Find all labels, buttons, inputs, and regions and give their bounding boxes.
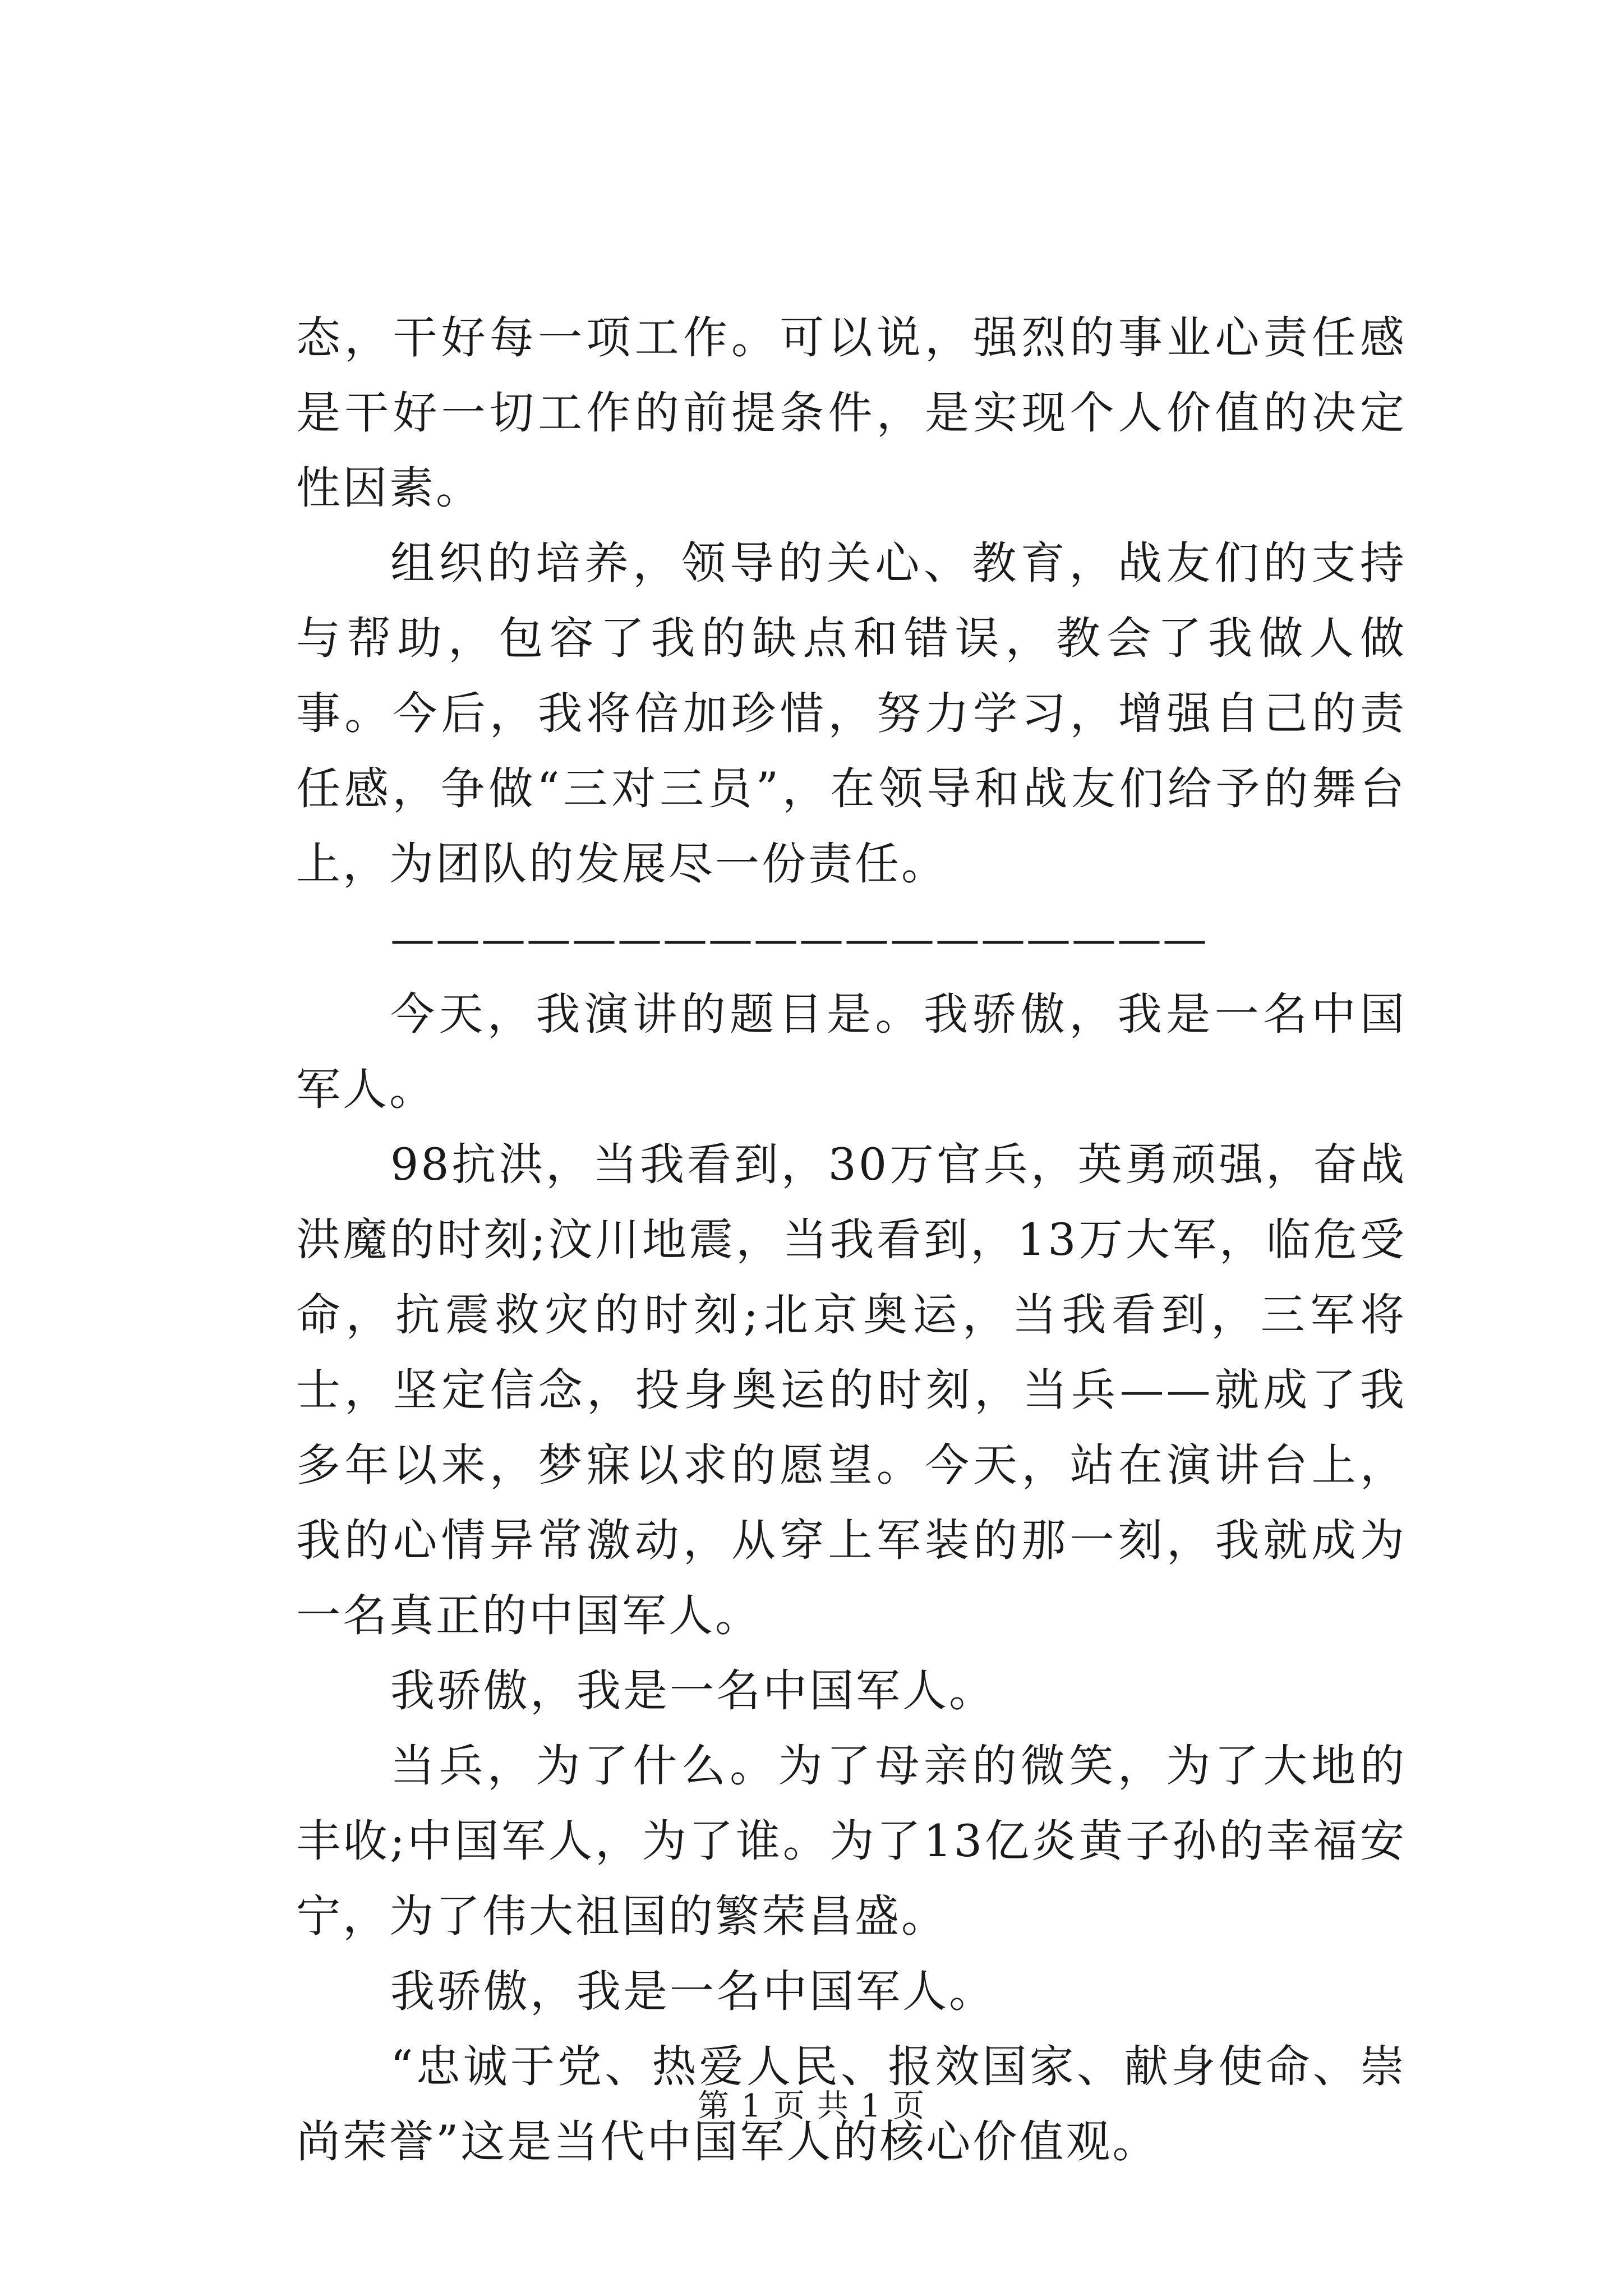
- paragraph-refrain-1: 我骄傲，我是一名中国军人。: [390, 1665, 995, 1717]
- paragraph-continuation: 态，干好每一项工作。可以说，强烈的事业心责任感是干好一切工作的前提条件，是实现个人价值的决定性因素。: [296, 312, 1407, 514]
- document-body: [296, 300, 1407, 2179]
- section-separator: ——————————————————: [390, 913, 1208, 965]
- paragraph-refrain-2: 我骄傲，我是一名中国军人。: [390, 1966, 995, 2017]
- paragraph-core-values: “忠诚于党、热爱人民、报效国家、献身使命、崇尚荣誉”这是当代中国军人的核心价值观。: [296, 2041, 1407, 2168]
- paragraph-purpose: 当兵，为了什么。为了母亲的微笑，为了大地的丰收;中国军人，为了谁。为了13亿炎黄子孙的幸福安宁，为了伟大祖国的繁荣昌盛。: [296, 1740, 1407, 1942]
- page-footer: 第 1 页 共 1 页: [697, 2088, 926, 2124]
- paragraph-speech-title: 今天，我演讲的题目是。我骄傲，我是一名中国军人。: [296, 988, 1407, 1115]
- paragraph-events: 98抗洪，当我看到，30万官兵，英勇顽强，奋战洪魔的时刻;汶川地震，当我看到，13万大军，临危受命，抗震救灾的时刻;北京奥运，当我看到，三军将士，坚定信念，投身奥运的时刻，当兵——就成了我多年以来，梦寐以求的愿望。今天，站在演讲台上，我的心情异常激动，从穿上军装的那一刻，我就成为一名真正的中国军人。: [296, 1139, 1407, 1641]
- paragraph-gratitude: 组织的培养，领导的关心、教育，战友们的支持与帮助，包容了我的缺点和错误，教会了我做人做事。今后，我将倍加珍惜，努力学习，增强自己的责任感，争做“三对三员”，在领导和战友们给予的舞台上，为团队的发展尽一份责任。: [296, 537, 1407, 890]
